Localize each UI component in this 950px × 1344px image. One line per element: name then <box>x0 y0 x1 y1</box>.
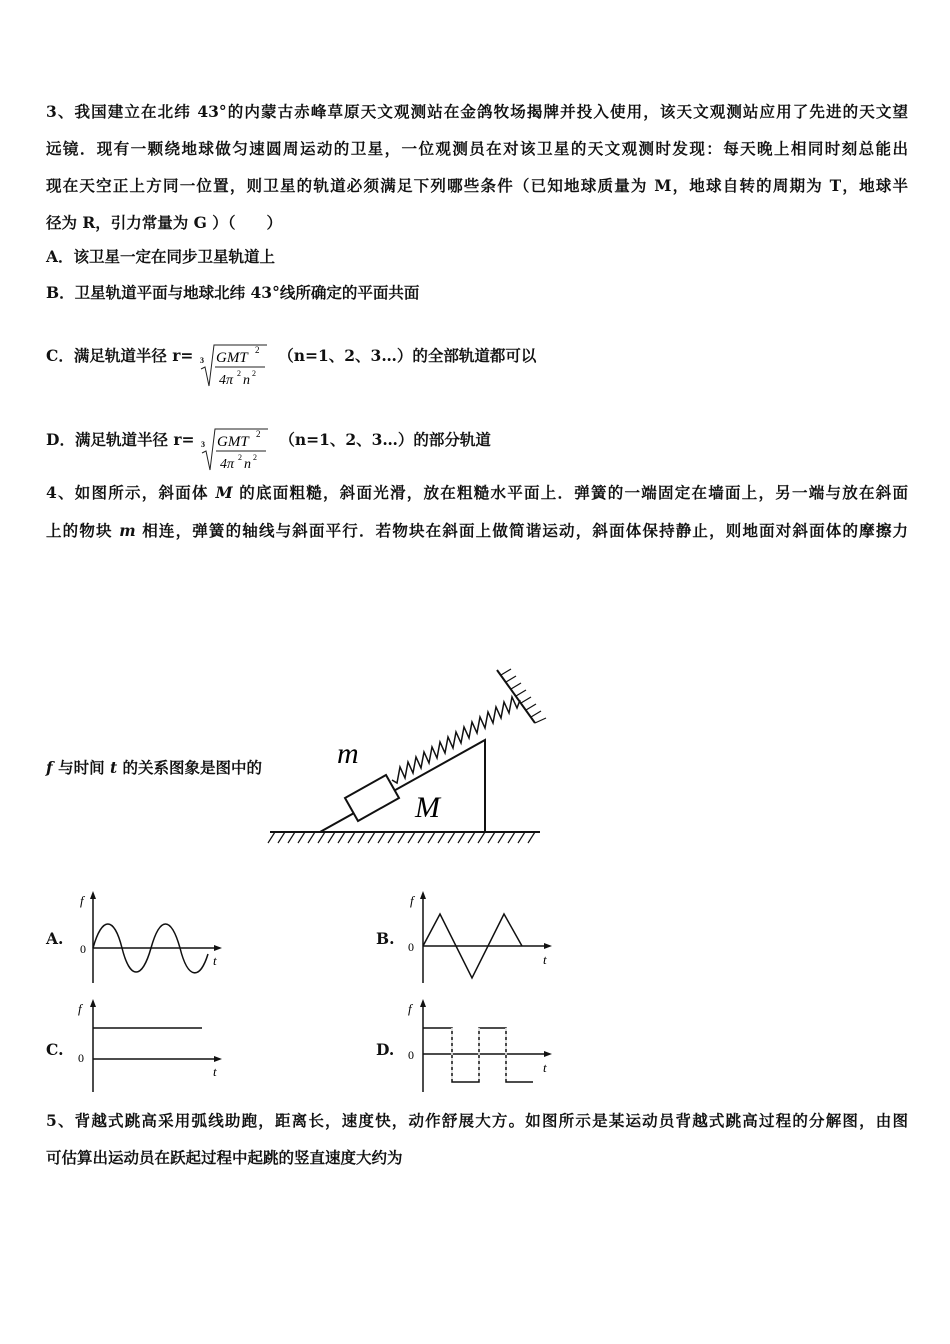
q4-line-1-b: 的底面粗糙，斜面光滑，放在粗糙水平面上．弹簧的一端固定在墙面上，另一端与放在斜面 <box>232 483 908 502</box>
spring <box>392 697 520 783</box>
graph-b[interactable] <box>400 888 560 988</box>
q4-line-2-b: 相连，弹簧的轴线与斜面平行．若物块在斜面上做简谐运动，斜面体保持静止，则地面对斜面体的摩擦力 <box>135 521 908 540</box>
q4-var-f: f <box>46 758 53 777</box>
q4-var-t: t <box>109 758 118 777</box>
q4-var-M: M <box>215 483 233 502</box>
wall <box>497 670 535 723</box>
wedge-label: M <box>415 791 440 824</box>
q3-option-b: B．卫星轨道平面与地球北纬 43°线所确定的平面共面 <box>46 283 420 302</box>
option-c-label: C. <box>46 1040 64 1059</box>
q3-line-1: 3、我国建立在北纬 43°的内蒙古赤峰草原天文观测站在金鸽牧场揭牌并投入使用，该天文观测站应用了先进的天文望 <box>46 102 908 121</box>
denominator-exponent-2: 2 <box>252 453 257 462</box>
axis-f-label: f <box>80 893 84 908</box>
axis-f-label: f <box>408 1001 412 1016</box>
cube-root-formula-d <box>200 423 270 475</box>
axis-f-label: f <box>410 893 414 908</box>
q3-option-d <box>46 423 908 472</box>
q4-line-3-a: 与时间 <box>52 758 110 777</box>
origin-label: 0 <box>80 942 86 956</box>
q5-line-2: 可估算出运动员在跃起过程中起跳的竖直速度大约为 <box>46 1148 403 1167</box>
option-d-label: D. <box>376 1040 395 1059</box>
formula-denominator-var: n <box>242 373 250 388</box>
ground-hatching <box>268 832 535 843</box>
denominator-exponent-2: 2 <box>251 369 256 378</box>
wall-hatching <box>501 669 546 723</box>
block <box>345 775 399 821</box>
q3-line-4: 径为 R，引力常量为 G ）（ ） <box>46 213 283 232</box>
q3-line-3: 现在天空正上方同一位置，则卫星的轨道必须满足下列哪些条件（已知地球质量为 M，地球自转的周期为 T，地球半 <box>46 176 908 195</box>
axis-f-label: f <box>78 1001 82 1016</box>
square-wave <box>423 1028 533 1082</box>
origin-label: 0 <box>78 1051 84 1065</box>
q5-line-1: 5、背越式跳高采用弧线助跑，距离长，速度快，动作舒展大方。如图所示是某运动员背越式跳高过程的分解图，由图 <box>46 1111 908 1130</box>
q3-option-c-suffix: （n=1、2、3…）的全部轨道都可以 <box>278 346 537 365</box>
q3-option-d-suffix: （n=1、2、3…）的部分轨道 <box>279 430 491 449</box>
q3-line-2: 远镜．现有一颗绕地球做匀速圆周运动的卫星，一位观测员在对该卫星的天文观测时发现：每天晚上相同时刻总能出 <box>46 139 908 158</box>
q3-option-c-prefix: C．满足轨道半径 r= <box>46 346 194 365</box>
root-index: 3 <box>200 440 205 449</box>
q3-option-c <box>46 339 908 388</box>
formula-denominator-var: n <box>243 457 251 472</box>
formula-denominator-coef: 4π <box>218 373 233 388</box>
axis-t-label: t <box>543 952 547 967</box>
numerator-exponent: 2 <box>254 345 260 355</box>
q4-line-1 <box>46 482 908 504</box>
q4-line-2 <box>46 520 908 542</box>
denominator-exponent-1: 2 <box>237 453 242 462</box>
graph-a[interactable] <box>70 888 230 988</box>
q4-var-m: m <box>119 521 136 540</box>
q3-option-a: A．该卫星一定在同步卫星轨道上 <box>46 247 276 266</box>
numerator-exponent: 2 <box>255 429 261 439</box>
q4-line-2-a: 上的物块 <box>46 521 120 540</box>
root-index: 3 <box>199 356 204 365</box>
formula-numerator: GMT <box>215 350 248 366</box>
incline-spring-figure <box>265 655 565 855</box>
q4-line-3-b: 的关系图象是图中的 <box>117 758 263 777</box>
q3-option-d-prefix: D．满足轨道半径 r= <box>46 430 195 449</box>
formula-denominator-coef: 4π <box>219 457 234 472</box>
option-b-label: B. <box>376 929 395 948</box>
graph-d[interactable] <box>400 996 560 1096</box>
axis-t-label: t <box>543 1060 547 1075</box>
denominator-exponent-1: 2 <box>236 369 241 378</box>
origin-label: 0 <box>408 1048 414 1062</box>
q4-line-1-a: 4、如图所示，斜面体 <box>46 483 216 502</box>
axis-t-label: t <box>213 953 217 968</box>
graph-c[interactable] <box>70 996 230 1096</box>
axis-t-label: t <box>213 1064 217 1079</box>
block-label: m <box>337 737 359 770</box>
option-a-label: A. <box>46 929 64 948</box>
cube-root-formula-c <box>199 339 269 391</box>
formula-numerator: GMT <box>216 434 249 450</box>
origin-label: 0 <box>408 940 414 954</box>
